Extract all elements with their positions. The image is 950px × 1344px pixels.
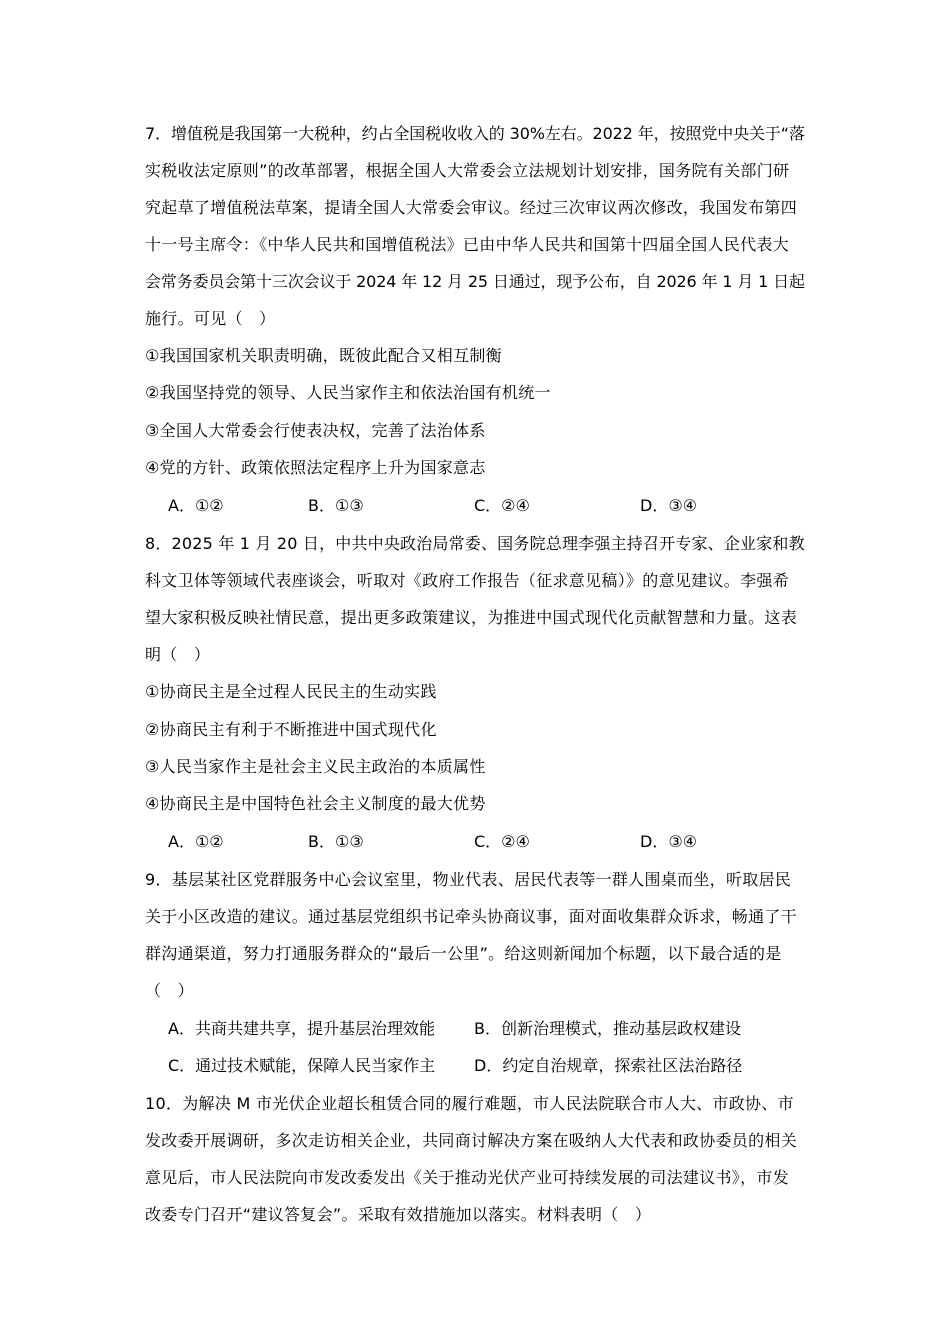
q9-option-b[interactable]: B．创新治理模式，推动基层政权建设 — [474, 1019, 741, 1038]
q10-stem-line: 发改委开展调研，多次走访相关企业，共同商讨解决方案在吸纳人大代表和政协委员的相关 — [145, 1131, 798, 1150]
q9-stem-line: 9．基层某社区党群服务中心会议室里，物业代表、居民代表等一群人围桌而坐，听取居民 — [145, 870, 792, 889]
q7-stem-line: 究起草了增值税法草案，提请全国人大常委会审议。经过三次审议两次修改，我国发布第四 — [145, 198, 798, 217]
q7-option-a[interactable]: A．①② — [168, 496, 224, 515]
q7-item-2: ②我国坚持党的领导、人民当家作主和依法治国有机统一 — [145, 383, 551, 402]
q8-option-b[interactable]: B．①③ — [308, 832, 364, 851]
q7-item-1: ①我国国家机关职责明确，既彼此配合又相互制衡 — [145, 346, 502, 365]
q7-stem-line: 实税收法定原则”的改革部署，根据全国人大常委会立法规划计划安排，国务院有关部门研 — [145, 161, 790, 180]
q7-option-d[interactable]: D．③④ — [640, 496, 698, 515]
q8-stem-line: 科文卫体等领域代表座谈会，听取对《政府工作报告（征求意见稿）》的意见建议。李强希 — [145, 571, 790, 590]
q8-item-2: ②协商民主有利于不断推进中国式现代化 — [145, 720, 437, 739]
q10-stem-line: 改委专门召开“建议答复会”。采取有效措施加以落实。材料表明（ ） — [145, 1205, 652, 1224]
q8-stem-line: 8．2025 年 1 月 20 日，中共中央政治局常委、国务院总理李强主持召开专家、企业家和教 — [145, 534, 805, 553]
q8-item-4: ④协商民主是中国特色社会主义制度的最大优势 — [145, 794, 486, 813]
q10-stem-line: 意见后，市人民法院向市发改委发出《关于推动光伏产业可持续发展的司法建议书》，市发 — [145, 1168, 790, 1187]
q8-option-c[interactable]: C．②④ — [474, 832, 530, 851]
q7-item-3: ③全国人大常委会行使表决权，完善了法治体系 — [145, 421, 486, 440]
q9-stem-line: 群沟通渠道，努力打通服务群众的“最后一公里”。给这则新闻加个标题，以下最合适的是 — [145, 944, 782, 963]
q7-stem-line: 7．增值税是我国第一大税种，约占全国税收收入的 30%左右。2022 年，按照党中央关于“落 — [145, 124, 805, 143]
q9-stem-line: （ ） — [145, 981, 194, 1000]
q7-item-4: ④党的方针、政策依照法定程序上升为国家意志 — [145, 458, 486, 477]
q8-stem-line: 望大家积极反映社情民意，提出更多政策建议，为推进中国式现代化贡献智慧和力量。这表 — [145, 608, 798, 627]
q9-option-a[interactable]: A．共商共建共享，提升基层治理效能 — [168, 1019, 435, 1038]
q7-stem-line: 十一号主席令：《中华人民共和国增值税法》已由中华人民共和国第十四届全国人民代表大 — [145, 235, 790, 254]
q7-stem-line: 会常务委员会第十三次会议于 2024 年 12 月 25 日通过，现予公布，自 2026 年 1 月 1 日起 — [145, 272, 805, 291]
q8-option-d[interactable]: D．③④ — [640, 832, 698, 851]
q10-stem-line: 10．为解决 M 市光伏企业超长租赁合同的履行难题，市人民法院联合市人大、市政协、市 — [145, 1094, 794, 1113]
q9-stem-line: 关于小区改造的建议。通过基层党组织书记牵头协商议事，面对面收集群众诉求，畅通了干 — [145, 907, 798, 926]
q7-stem-line: 施行。可见（ ） — [145, 309, 276, 328]
q7-option-c[interactable]: C．②④ — [474, 496, 530, 515]
q7-option-b[interactable]: B．①③ — [308, 496, 364, 515]
q9-option-d[interactable]: D．约定自治规章，探索社区法治路径 — [474, 1056, 743, 1075]
q8-option-a[interactable]: A．①② — [168, 832, 224, 851]
q8-stem-line: 明（ ） — [145, 645, 211, 664]
q8-item-3: ③人民当家作主是社会主义民主政治的本质属性 — [145, 757, 486, 776]
q8-item-1: ①协商民主是全过程人民民主的生动实践 — [145, 682, 437, 701]
q9-option-c[interactable]: C．通过技术赋能，保障人民当家作主 — [168, 1056, 436, 1075]
